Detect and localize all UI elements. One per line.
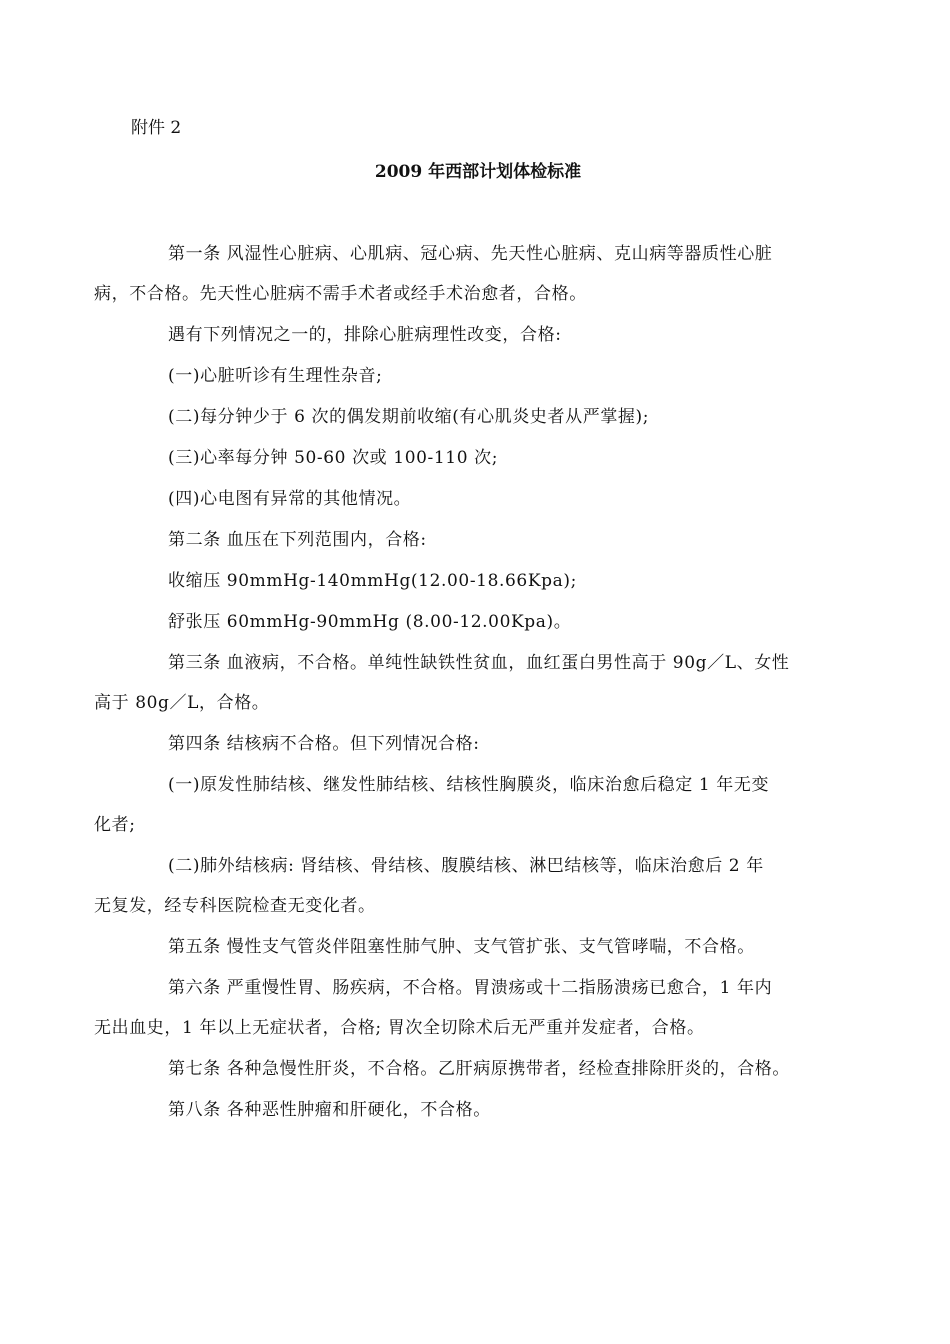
list-item-tb-1 [94,775,837,836]
list-item-tb-2 [94,856,837,917]
paragraph-line: 第三条 血液病，不合格。单纯性缺铁性贫血，血红蛋白男性高于 90g／L、女性 [168,653,790,673]
paragraph-line: 第七条 各种急慢性肝炎，不合格。乙肝病原携带者，经检查排除肝炎的，合格。 [168,1059,791,1079]
paragraph-article-8 [131,1100,837,1121]
paragraph-article-3 [94,653,837,714]
paragraph-line: 病，不合格。先天性心脏病不需手术者或经手术治愈者，合格。 [94,284,587,304]
paragraph-article-1 [94,244,837,305]
list-item-2 [131,407,837,428]
paragraph-diastolic [131,612,837,633]
list-item-1 [131,366,837,387]
paragraph-article-2 [131,530,837,551]
paragraph-line: (一)心脏听诊有生理性杂音; [168,366,383,386]
list-item-4 [131,489,837,510]
list-item-3 [131,448,837,469]
paragraph-article-6 [94,978,837,1039]
paragraph-line: 第五条 慢性支气管炎伴阻塞性肺气肿、支气管扩张、支气管哮喘，不合格。 [168,937,755,957]
paragraph-line: 第六条 严重慢性胃、肠疾病，不合格。胃溃疡或十二指肠溃疡已愈合，1 年内 [168,978,773,998]
paragraph-line: (二)每分钟少于 6 次的偶发期前收缩(有心肌炎史者从严掌握); [168,407,650,427]
paragraph-line: 舒张压 60mmHg-90mmHg (8.00-12.00Kpa)。 [168,612,572,632]
document-title: 2009 年西部计划体检标准 [374,162,582,182]
paragraph-line: (三)心率每分钟 50-60 次或 100-110 次; [168,448,499,468]
paragraph-systolic [131,571,837,592]
paragraph-line: 第四条 结核病不合格。但下列情况合格: [168,734,480,754]
paragraph-line: 第一条 风湿性心脏病、心肌病、冠心病、先天性心脏病、克山病等器质性心脏 [168,244,773,264]
paragraph-line: 无出血史，1 年以上无症状者，合格; 胃次全切除术后无严重并发症者，合格。 [94,1018,705,1038]
paragraph-article-4 [131,734,837,755]
paragraph-line: 第二条 血压在下列范围内，合格: [168,530,427,550]
paragraph-heart-exceptions [131,325,837,346]
paragraph-line: 化者; [94,815,136,835]
paragraph-line: 收缩压 90mmHg-140mmHg(12.00-18.66Kpa); [168,571,577,591]
paragraph-line: (二)肺外结核病: 肾结核、骨结核、腹膜结核、淋巴结核等，临床治愈后 2 年 [168,856,764,876]
paragraph-article-5 [131,937,837,958]
paragraph-line: (四)心电图有异常的其他情况。 [168,489,412,509]
paragraph-line: 高于 80g／L，合格。 [94,693,270,713]
paragraph-line: 无复发，经专科医院检查无变化者。 [94,896,376,916]
paragraph-line: (一)原发性肺结核、继发性肺结核、结核性胸膜炎，临床治愈后稳定 1 年无变 [168,775,770,795]
attachment-label: 附件 2 [131,118,182,138]
paragraph-article-7 [131,1059,837,1080]
paragraph-line: 第八条 各种恶性肿瘤和肝硬化，不合格。 [168,1100,491,1120]
paragraph-line: 遇有下列情况之一的，排除心脏病理性改变，合格: [168,325,562,345]
document-body [94,244,837,1141]
